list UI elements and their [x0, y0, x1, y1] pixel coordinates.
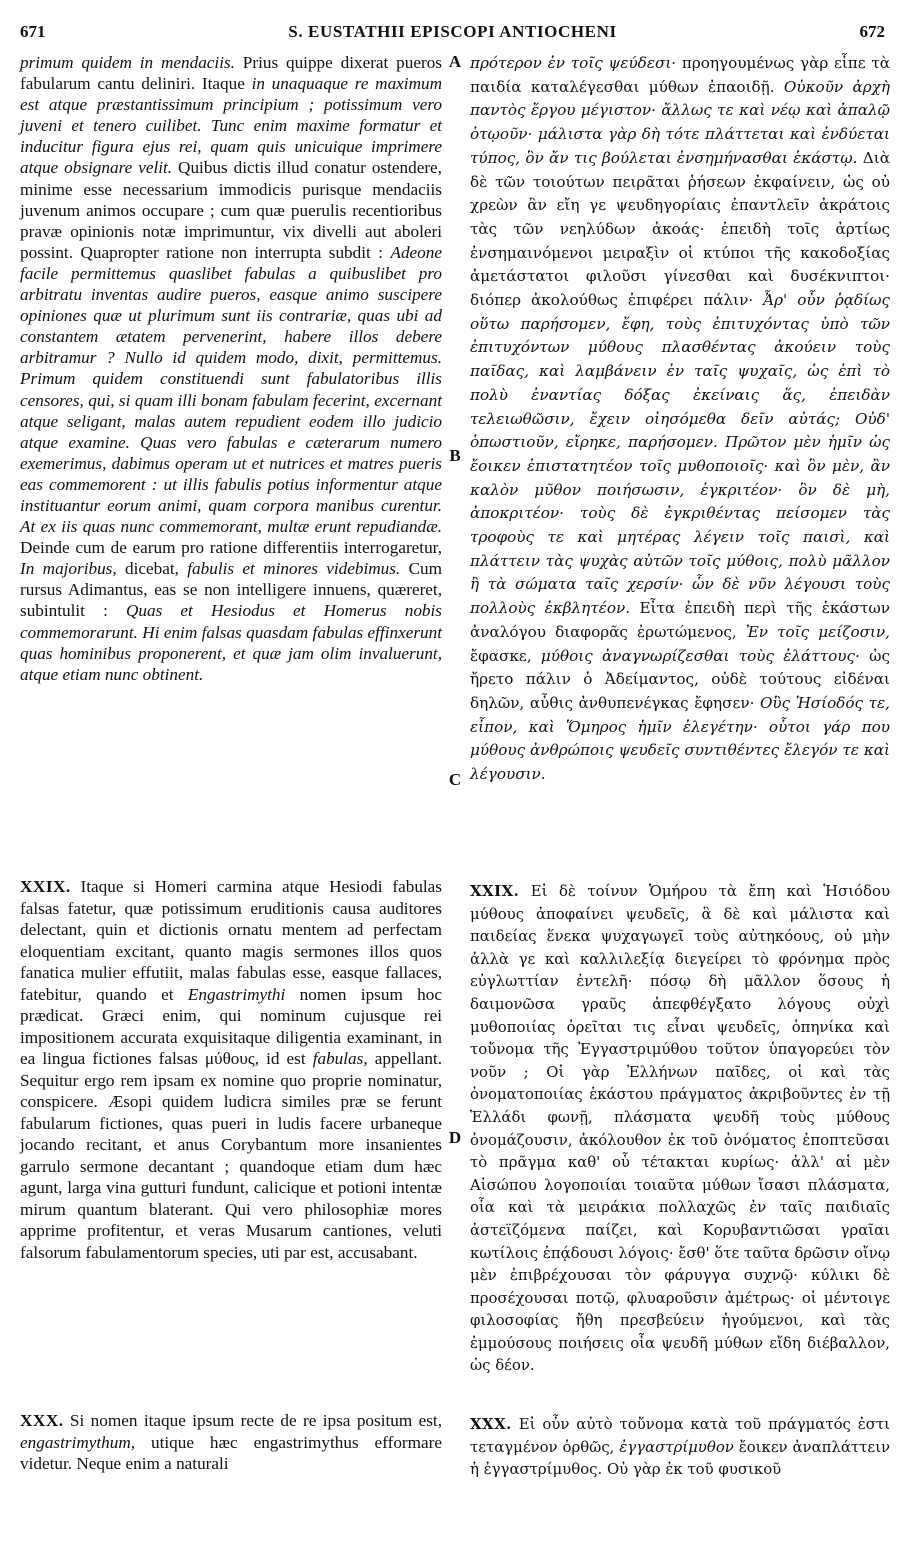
latin-text: Cum rursus Adimantus, eas se non intelligere innuens, quæreret, subintulit : — [20, 559, 442, 621]
greek-text: πρότερον ἐν τοῖς ψεύδεσι· — [470, 54, 677, 72]
greek-text: Οὓς Ἡσίοδός τε, εἶπον, καὶ Ὅμηρος ἡμῖν ἐλεγέτην· οὗτοι γάρ που μύθους ἀνθρώποις ψευδεῖς συντιθέντες ἔλεγόν τε καὶ λέγουσιν. — [470, 693, 891, 784]
margin-marker-d: D — [448, 1128, 462, 1147]
section-number: XXX. — [470, 1415, 512, 1433]
greek-text: ἔοικεν ἀναπλάττειν ἡ ἐγγαστρίμυθος. Οὐ γὰρ ἐκ τοῦ φυσικοῦ — [470, 1437, 890, 1479]
greek-text: Οὐκοῦν ἀρχὴ παντὸς ἔργου μέγιστον· ἄλλως τε καὶ νέῳ καὶ ἀπαλῷ ὁτῳοῦν· μάλιστα γὰρ δὴ τότε πλάττεται καὶ ἐνδύεται τύπος, ὃν ἄν τις βούλεται ἐνσημήνασθαι ἑκάστῳ. — [470, 77, 890, 167]
latin-text: dicebat, — [116, 559, 188, 579]
greek-text: Εἰ δὲ τοίνυν Ὁμήρου τὰ ἔπη καὶ Ἡσιόδου μύθους ἀποφαίνει ψευδεῖς, ἃ δὲ καὶ μάλιστα καὶ παιδείας ἕνεκα ψυχαγωγεῖ τοὺς αὐτηκόους, οὐ μὴν ἀλλὰ γε καὶ καλλιλεξίᾳ διεγείρει τὸ φρόνημα πρὸς εὐγλωττίαν ἐντελῆ· πόσῳ δὴ μᾶλλον ὅσους ἡ δαιμονῶσα γραῦς ἀπεφθέγξατο λόγους οὐχὶ μυθοποιίας ὀρεῖται τις εἶναι ψευδεῖς, ὁπηνίκα καὶ τοὔνομα τῆς Ἐγγαστριμύθου τοῦτον ὑπαγορεύει τὸν νοῦν ; Οἱ γὰρ Ἑλλήνων παῖδες, οἱ καὶ τὰς ὀνοματοποιίας ἑκάστου πράγματος ἀκριβοῦντες ἐν τῇ Ἑλλάδι φωνῇ, πλάσματα ψευδῆ τοὺς μύθους ὀνομάζουσιν, ἀκόλουθον ἐκ τοῦ ὀνόματος ἐποπτεῦσαι τὸ πρᾶγμα καθ' οὗ τέτακται κυρίως· ἀλλ' αἱ μὲν Αἰσώπου λογοποιίαι τοιαῦτα μύθων ἴσασι πλάσματα, οἷα καὶ τὰ μειράκια πολλαχῶς ἐν ταῖς παιδιαῖς ἀστεϊζόμενα παίζει, καὶ Κορυβαντιῶσαι γραῖαι κωτίλοις ἐπᾴδουσι λόγοις· ἔσθ' ὅτε ταῦτα δρῶσιν οἴνῳ μὲν ἐπιβρέχουσαι τὸν φάρυγγα συχνῷ· κύλικι δὲ προσέχουσαι ποτῷ, φλυαροῦσιν ἀμέτρως· οἱ μέντοιγε φιλοσοφίας ἤθη πρεσβεύειν ἡγούμενοι, καὶ τὰς ἐμμούσους ποιήσεις οἷα ψευδῆ μύθων εἴδη διέβαλλον, ὡς δέον. — [470, 882, 890, 1375]
greek-column — [470, 52, 890, 787]
greek-section-xxix — [470, 880, 890, 1377]
latin-text: utique hæc engastrimythus efformare videtur. Neque enim a naturali — [20, 1432, 442, 1473]
latin-text: Engastrimythi — [187, 984, 286, 1004]
greek-text: Ἐν τοῖς μείζοσιν, — [745, 622, 890, 641]
latin-paragraph-1 — [20, 52, 442, 685]
latin-text: appellant. Sequitur ergo rem ipsam ex nomine quo proprie nominatur, conspicere. Æsopi quidem ludicra similes præ se ferunt fabularum fictiones, quas pueri in ludis facere urbaneque jocando recitant, et anus Corybantum more insanientes garrulo sermone decantant ; quandoque etiam dum hæc agunt, larga vina gutturi fundunt, calicique et potioni intentæ mirum quantum blaterant. Qui vero philosophiæ mores apprime profitentur, et veras Musarum cantiones, veluti falsorum fabulamentorum species, uti par est, accusabant. — [20, 1049, 442, 1262]
greek-paragraph-1 — [470, 52, 890, 787]
latin-text: fabulas, — [312, 1049, 368, 1068]
margin-marker-a: A — [448, 52, 462, 71]
page-number-left: 671 — [20, 22, 46, 41]
latin-text: Adeone facile permittemus quaslibet fabulas a quibuslibet pro arbitratu inventas audire pueros, easque animo suscipere opiniones quæ ut plurimum sunt iis contrariæ, quas ubi ad constantem ætatem pervenerint, habere illos debere arbitramur ? Nullo id quidem modo, dixit, permittemus. Primum quidem constituendi sunt fabulatoribus illis censores, qui, si quam illi bonam fabulam fecerint, excernant atque seligant, malas autem repudient eodem illo judicio atque examine. Quas vero fabulas e cæterarum numero exemerimus, dabimus operam ut et nutrices et matres pueris eas commemorent : ut illis fabulis potius informentur atque instituantur eorum animi, quam corpora manibus curentur. At ex iis quas nunc commemorant, multæ erunt repudiandæ. — [20, 242, 442, 537]
greek-text: Εἶτα ἐπειδὴ περὶ τῆς ἑκάστων ἀναλόγου διαφορᾶς ἐρωτώμενος, — [470, 599, 890, 641]
latin-text: fabulis et minores videbimus. — [187, 559, 401, 579]
greek-text: προηγουμένως γὰρ εἶπε τὰ παιδία καταλέγεσθαι μύθων ἐπαοιδῇ. — [470, 54, 890, 96]
latin-text: nomen ipsum hoc prædicat. Græci enim, qui nominum cujusque rei impositionem accurata exquisitaque diligentia examinant, in ea lingua fictiones falsas μύθους, id est — [20, 984, 442, 1068]
latin-text: primum quidem in mendaciis. — [20, 53, 235, 72]
latin-text: in unaquaque re maximum est atque præstantissimum principium ; potissimum vero juveni et tenero cuilibet. Tunc enim maxime formatur et inducitur figura ejus rei, quam quis unicuique imprimere atque obsignare velit. — [20, 74, 442, 178]
greek-text: Ἆρ' οὖν ῥᾳδίως οὕτω παρήσομεν, ἔφη, τοὺς ἐπιτυχόντας ὑπὸ τῶν ἐπιτυχόντων μύθους πλασθέντας ἀκούειν τοὺς παῖδας, καὶ λαμβάνειν ἐν ταῖς ψυχαῖς, ὡς ἐπὶ τὸ πολὺ ἐναντίας δόξας ἐκείναις ἅς, ἐπειδὰν τελειωθῶσιν, ἔχειν οἰησόμεθα δεῖν αὐτάς; Οὐδ' ὁπωστιοῦν, εἴρηκε, παρήσομεν. Πρῶτον μὲν ἡμῖν ὡς ἔοικεν ἐπιστατητέον τοῖς μυθοποιοῖς· καὶ ὃν μὲν, ἂν καλὸν μῦθον ποιήσωσιν, ἐγκριτέον· ὃν δὲ μὴ, ἀποκριτέον· τοὺς δὲ ἐγκριθέντας πείσομεν τὰς τροφοὺς τε καὶ μητέρας λέγειν τοῖς παισὶ, καὶ πλάττειν τὰς ψυχὰς αὐτῶν τοῖς μύθοις, πολὺ μᾶλλον ἢ τὰ σώματα ταῖς χερσίν· ὧν δὲ νῦν λέγουσι τοὺς πολλοὺς ἐκβλητέον. — [470, 291, 890, 618]
page-header — [20, 22, 885, 52]
greek-text: ὡς ἤρετο πάλιν ὁ Ἀδείμαντος, οὐδὲ τούτους εἰδέναι δηλῶν, αὖθις ἀνθυπενέγκας ἔφησεν· — [470, 646, 890, 712]
section-number: XXIX. — [470, 882, 520, 900]
latin-text: Deinde cum de earum pro ratione differentiis interrogaretur, — [20, 538, 442, 558]
greek-text: ἔφασκε, — [470, 646, 541, 665]
latin-paragraph-xxix — [20, 876, 442, 1263]
running-title: S. EUSTATHII EPISCOPI ANTIOCHENI — [288, 22, 617, 41]
margin-marker-c: C — [448, 770, 462, 789]
latin-text: Quas et Hesiodus et Homerus nobis commemorarunt. Hi enim falsas quasdam fabulas effinxerunt quas hominibus proponerent, et quæ jam olim invaluerunt, atque etiam nunc obtinent. — [20, 601, 442, 684]
latin-text: engastrimythum, — [20, 1432, 136, 1452]
greek-text: Εἰ οὖν αὐτὸ τοὔνομα κατὰ τοῦ πράγματός ἐστι τεταγμένον ὀρθῶς, — [470, 1415, 890, 1456]
greek-text: μύθοις ἀναγνωρίζεσθαι τοὺς ἐλάττους· — [540, 646, 860, 665]
latin-section-xxix — [20, 876, 442, 1263]
latin-section-xxx — [20, 1410, 442, 1475]
latin-column — [20, 52, 442, 685]
greek-paragraph-xxix — [470, 880, 890, 1377]
latin-text: Itaque si Homeri carmina atque Hesiodi fabulas falsas fatetur, quæ potissimum eruditionis causa auditores delectant, quin et dictionis ornatu mentem ad perfectam eloquentiam excitant, quanto magis sermones illos quos fanatica mulier effutiit, malas fabulas esse, easque fallaces, fatebitur, quando et — [20, 877, 442, 1004]
latin-paragraph-xxx — [20, 1410, 442, 1475]
latin-text: In majoribus, — [20, 559, 117, 579]
greek-text: ἐγγαστρίμυθον — [619, 1437, 734, 1456]
section-number: XXX. — [20, 1411, 64, 1430]
greek-text: Διὰ δὲ τῶν τοιούτων πειρᾶται ῥήσεων ἐκφαίνειν, ὡς οὐ χρεὼν ἂν εἴη γε ψευδηγορίαις ἐπαντλεῖν ἀκράτοις τὰς τῶν νεηλύδων ἀκοάς· ἐπειδὴ τοῖς ἀρτίως ἐνσημαινόμενοι μειραξὶν οἱ κτύποι τῆς κακοδοξίας ἀμετάστατοι φιλοῦσι γίνεσθαι καὶ δυσέκνιπτοι· διόπερ ἀκολούθως ἐπιφέρει πάλιν· — [470, 148, 890, 310]
greek-section-xxx — [470, 1413, 890, 1481]
latin-text: Quibus dictis illud conatur ostendere, minime esse necessarium immodicis purisque mendaciis juvenum animos occupare ; cum quæ puerulis recentioribus pravæ opinionis notæ imprimuntur, vix divelli aut aboleri possint. Quapropter ratione non interrupta subdit : — [20, 158, 442, 262]
greek-paragraph-xxx — [470, 1413, 890, 1481]
latin-text: Si nomen itaque ipsum recte de re ipsa positum est, — [63, 1411, 442, 1430]
latin-text: Prius quippe dixerat pueros fabularum cantu deliniri. Itaque — [20, 53, 442, 94]
section-number: XXIX. — [20, 877, 71, 896]
margin-marker-b: B — [449, 446, 461, 465]
page-number-right: 672 — [859, 22, 885, 41]
